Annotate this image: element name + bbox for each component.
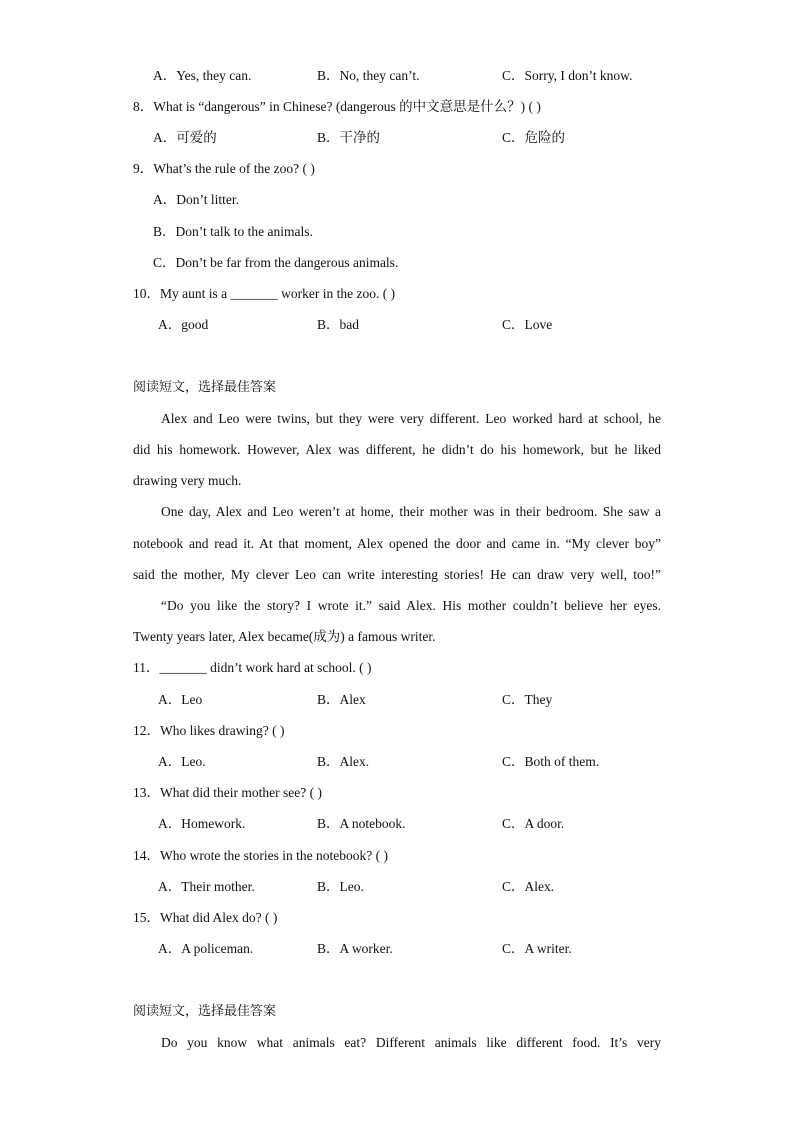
passage3-p1-line1 bbox=[133, 1034, 661, 1052]
q13-option-c[interactable]: C．A door. bbox=[502, 816, 565, 831]
q10-option-b[interactable]: B．bad bbox=[317, 317, 359, 332]
q13-question: 13．What did their mother see? ( ) bbox=[133, 785, 322, 800]
passage2-p2-line1 bbox=[133, 503, 661, 521]
passage-text: One day, Alex and Leo weren’t at home, their mother was in their bedroom. She saw a bbox=[161, 504, 661, 519]
q8-option-b[interactable]: B．干净的 bbox=[317, 130, 381, 145]
q11-question: 11．_______ didn’t work hard at school. ( ) bbox=[133, 660, 372, 675]
q12-option-a[interactable]: A．Leo. bbox=[158, 754, 206, 769]
q10-option-c[interactable]: C．Love bbox=[502, 317, 553, 332]
q14-option-b[interactable]: B．Leo. bbox=[317, 879, 364, 894]
section2-heading: 阅读短文，选择最佳答案 bbox=[133, 380, 277, 395]
q9-option-a[interactable]: A．Don’t litter. bbox=[153, 192, 239, 207]
q7-option-b[interactable]: B．No, they can’t. bbox=[317, 68, 420, 83]
q11-option-c[interactable]: C．They bbox=[502, 692, 553, 707]
q10-option-a[interactable]: A．good bbox=[158, 317, 209, 332]
section3-heading: 阅读短文，选择最佳答案 bbox=[133, 1004, 277, 1019]
q11-option-a[interactable]: A．Leo bbox=[158, 692, 203, 707]
passage2-p1-line2: did his homework. However, Alex was different, he didn’t do his homework, but he liked bbox=[133, 442, 661, 457]
q8-option-a[interactable]: A．可爱的 bbox=[153, 130, 217, 145]
q13-option-a[interactable]: A．Homework. bbox=[158, 816, 246, 831]
passage2-p1-line1 bbox=[133, 410, 661, 428]
q15-option-c[interactable]: C．A writer. bbox=[502, 941, 572, 956]
q7-option-a[interactable]: A．Yes, they can. bbox=[153, 68, 252, 83]
passage-text: Do you know what animals eat? Different animals like different food. It’s very bbox=[161, 1035, 661, 1050]
q15-option-b[interactable]: B．A worker. bbox=[317, 941, 393, 956]
q13-option-b[interactable]: B．A notebook. bbox=[317, 816, 406, 831]
q14-question: 14．Who wrote the stories in the notebook? ( ) bbox=[133, 848, 388, 863]
q14-option-c[interactable]: C．Alex. bbox=[502, 879, 555, 894]
q9-option-b[interactable]: B．Don’t talk to the animals. bbox=[153, 224, 313, 239]
passage2-p3-line1 bbox=[133, 597, 661, 615]
passage-text: “Do you like the story? I wrote it.” said Alex. His mother couldn’t believe her eyes. bbox=[161, 598, 661, 613]
q8-question: 8．What is “dangerous” in Chinese? (dangerous 的中文意思是什么？) ( ) bbox=[133, 99, 541, 114]
passage2-p1-line3: drawing very much. bbox=[133, 473, 242, 488]
q8-option-c[interactable]: C．危险的 bbox=[502, 130, 566, 145]
q9-option-c[interactable]: C．Don’t be far from the dangerous animals. bbox=[153, 255, 399, 270]
passage2-p2-line3: said the mother, My clever Leo can write interesting stories! He can draw very well, too!” bbox=[133, 567, 661, 582]
q9-question: 9．What’s the rule of the zoo? ( ) bbox=[133, 161, 315, 176]
q15-question: 15．What did Alex do? ( ) bbox=[133, 910, 278, 925]
passage2-p3-line2: Twenty years later, Alex became(成为) a famous writer. bbox=[133, 629, 436, 644]
q10-question: 10．My aunt is a _______ worker in the zoo. ( ) bbox=[133, 286, 396, 301]
passage-text: Alex and Leo were twins, but they were very different. Leo worked hard at school, he bbox=[161, 411, 661, 426]
q14-option-a[interactable]: A．Their mother. bbox=[158, 879, 255, 894]
q12-option-c[interactable]: C．Both of them. bbox=[502, 754, 600, 769]
q15-option-a[interactable]: A．A policeman. bbox=[158, 941, 254, 956]
q12-option-b[interactable]: B．Alex. bbox=[317, 754, 370, 769]
q7-option-c[interactable]: C．Sorry, I don’t know. bbox=[502, 68, 633, 83]
q12-question: 12．Who likes drawing? ( ) bbox=[133, 723, 285, 738]
q11-option-b[interactable]: B．Alex bbox=[317, 692, 366, 707]
passage2-p2-line2: notebook and read it. At that moment, Alex opened the door and came in. “My clever boy” bbox=[133, 536, 661, 551]
